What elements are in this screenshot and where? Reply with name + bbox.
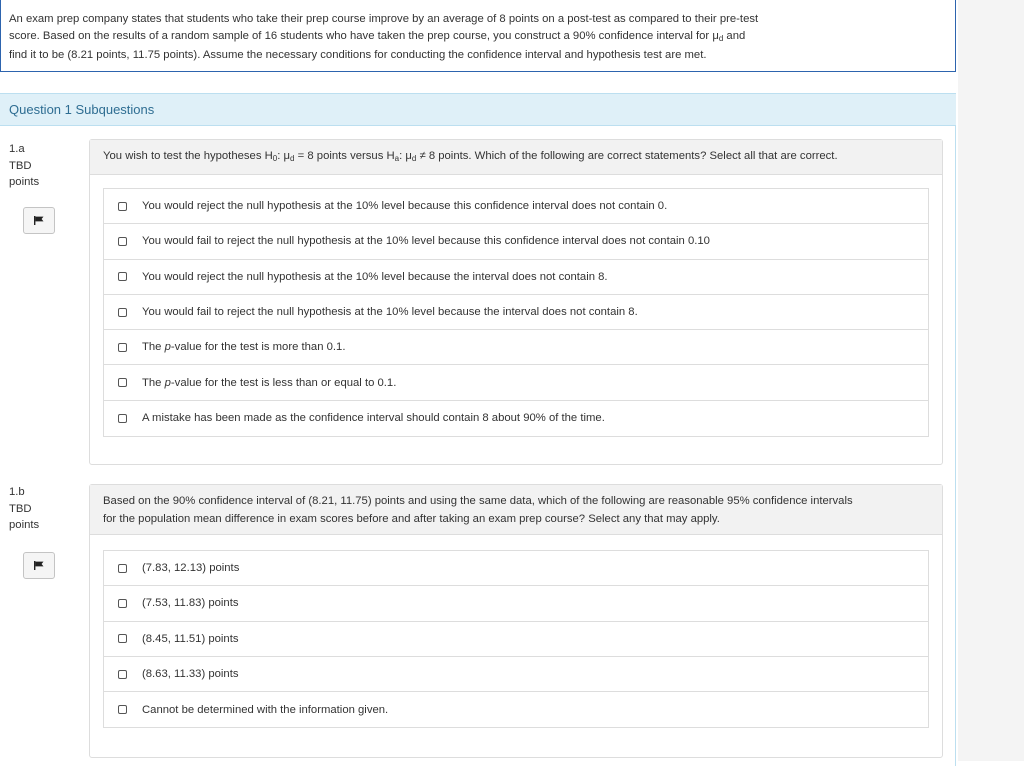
checkbox[interactable] (118, 308, 127, 317)
subquestion-status: TBD (9, 159, 32, 172)
checkbox[interactable] (118, 670, 127, 679)
problem-stem (0, 0, 956, 72)
option-item[interactable]: (7.83, 12.13) points (104, 551, 928, 586)
subquestions-header: Question 1 Subquestions (0, 93, 956, 126)
subquestion-points: points (9, 519, 40, 531)
flag-button-1a[interactable] (23, 207, 55, 234)
option-item[interactable]: You would fail to reject the null hypothesis at the 10% level because this confidence interval does not contain 0.10 (104, 224, 928, 259)
subquestion-number: 1.b (9, 486, 25, 498)
option-text: The p-value for the test is more than 0.1. (142, 341, 346, 354)
option-item[interactable]: (8.63, 11.33) points (104, 657, 928, 692)
question-prompt: You wish to test the hypotheses $H_0$: $\mu_d = 8$ points versus $H_a$: $\mu_d \ne 8$ points. Which of the following are correct statements? Select all that are correct. (90, 140, 942, 175)
flag-icon (34, 561, 44, 570)
option-item[interactable]: You would fail to reject the null hypothesis at the 10% level because the interval does not contain 8. (104, 295, 928, 330)
stem-line-2: score. Based on the results of a random sample of 16 students who have taken the prep course, you construct a 90% confidence interval for $\mu_d$ and (9, 30, 746, 43)
option-item[interactable]: You would reject the null hypothesis at the 10% level because this confidence interval does not contain 0. (104, 189, 928, 224)
checkbox[interactable] (118, 414, 127, 423)
option-item[interactable]: A mistake has been made as the confidence interval should contain 8 about 90% of the time. (104, 401, 928, 436)
checkbox[interactable] (118, 202, 127, 211)
flag-button-1b[interactable] (23, 552, 55, 579)
option-item[interactable] (104, 330, 928, 365)
subquestion-1b-card (89, 484, 943, 758)
option-item[interactable]: (7.53, 11.83) points (104, 586, 928, 621)
right-gutter (958, 0, 1024, 761)
checkbox[interactable] (118, 634, 127, 643)
checkbox[interactable] (118, 564, 127, 573)
options-list (103, 550, 929, 728)
option-item[interactable] (104, 365, 928, 400)
option-item[interactable]: You would reject the null hypothesis at the 10% level because the interval does not contain 8. (104, 260, 928, 295)
stem-line-1: An exam prep company states that students who take their prep course improve by an average of 8 points on a post-test as compared to their pre-test (9, 13, 759, 25)
question-prompt: Based on the 90% confidence interval of (8.21, 11.75) points and using the same data, which of the following are reasonable 95% confidence intervals for the population mean difference in exam scores before and after taking an exam prep course? Select any that may apply. (90, 485, 942, 535)
checkbox[interactable] (118, 599, 127, 608)
option-item[interactable]: (8.45, 11.51) points (104, 622, 928, 657)
checkbox[interactable] (118, 237, 127, 246)
checkbox[interactable] (118, 705, 127, 714)
checkbox[interactable] (118, 272, 127, 281)
options-list (103, 188, 929, 437)
subquestion-1a-label (9, 141, 39, 191)
option-text: The p-value for the test is less than or equal to 0.1. (142, 376, 397, 389)
checkbox[interactable] (118, 343, 127, 352)
checkbox[interactable] (118, 378, 127, 387)
subquestion-status: TBD (9, 502, 32, 515)
subquestion-number: 1.a (9, 143, 25, 155)
flag-icon (34, 216, 44, 225)
subquestions-panel (0, 126, 956, 766)
subquestion-1b-label (9, 484, 39, 534)
option-item[interactable]: Cannot be determined with the information given. (104, 692, 928, 727)
subquestion-1a-card (89, 139, 943, 465)
stem-line-3: find it to be (8.21 points, 11.75 points). Assume the necessary conditions for conducting the confidence interval and hypothesis test are met. (9, 49, 707, 61)
subquestion-points: points (9, 176, 40, 188)
